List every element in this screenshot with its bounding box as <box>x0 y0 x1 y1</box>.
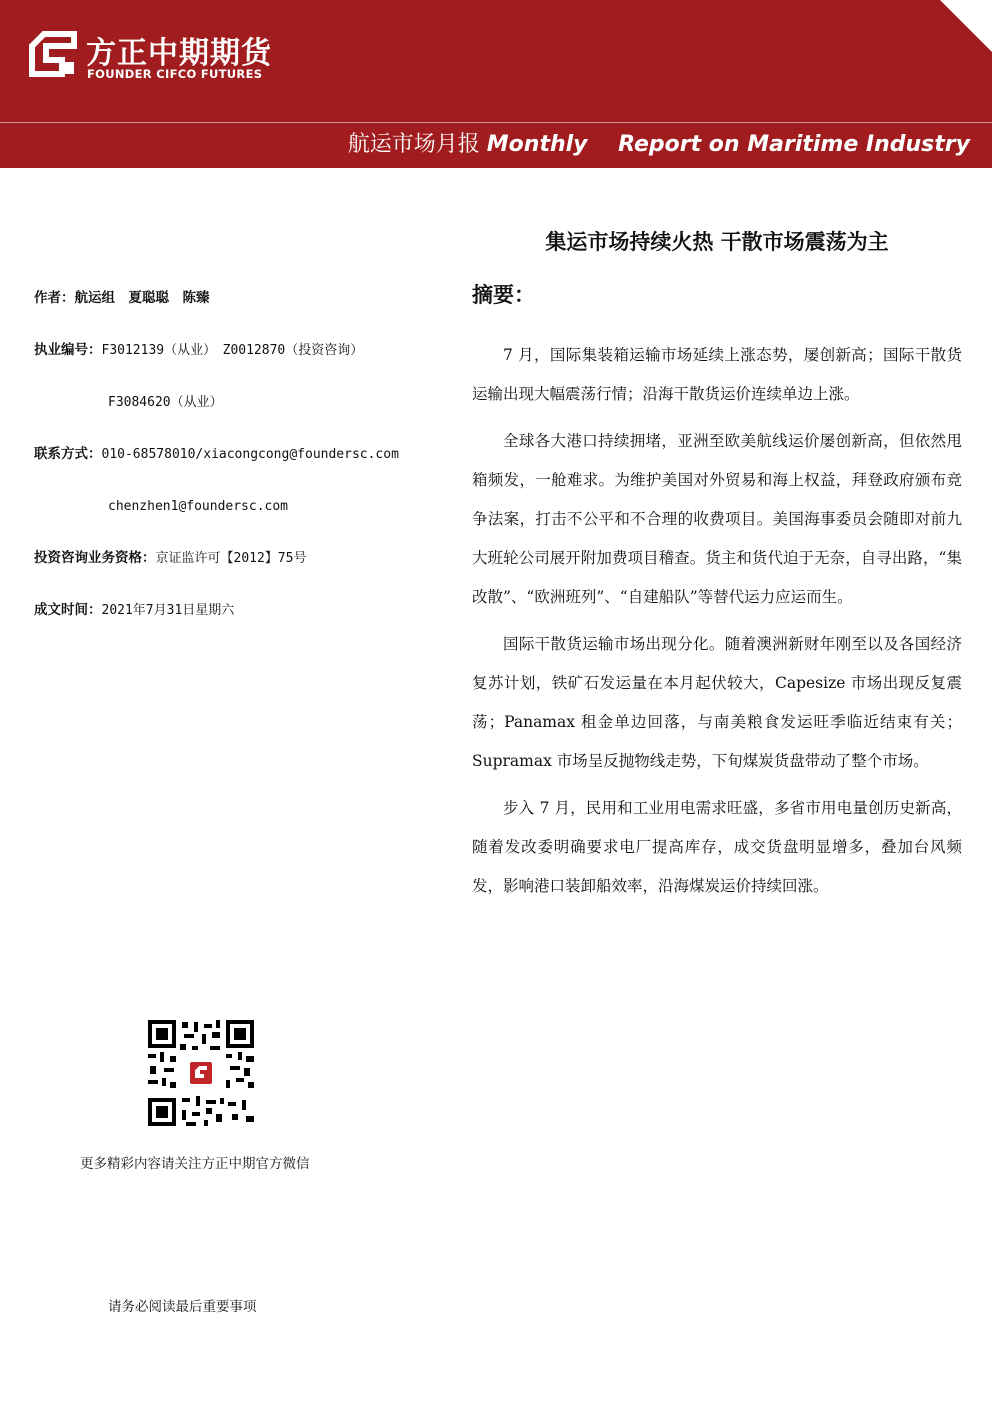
date-value: 2021年7月31日星期六 <box>101 603 235 618</box>
founder-logo-icon <box>28 30 78 80</box>
date-row <box>34 597 454 649</box>
report-title-cn: 航运市场月报 <box>347 132 480 157</box>
wechat-qr-code <box>146 1018 256 1128</box>
abstract-body <box>472 336 962 914</box>
brand-name-en: FOUNDER CIFCO FUTURES <box>87 67 263 81</box>
report-series-title <box>348 127 970 158</box>
qr-caption: 更多精彩内容请关注方正中期官方微信 <box>80 1156 310 1172</box>
qualification-row <box>34 545 454 597</box>
contact-row <box>34 441 454 493</box>
license-row-cont <box>34 389 454 441</box>
header-banner <box>0 0 992 168</box>
header-divider <box>0 122 992 123</box>
contact-label: 联系方式： <box>34 446 102 462</box>
qualification-value: 京证监许可【2012】75号 <box>155 551 307 566</box>
abstract-heading: 摘要： <box>472 282 535 307</box>
author-label: 作者： <box>34 290 75 306</box>
author-row <box>34 285 454 337</box>
license-row <box>34 337 454 389</box>
contact-value-2: chenzhen1@foundersc.com <box>108 499 289 514</box>
report-title-en: Monthly Report on Maritime Industry <box>486 132 970 157</box>
contact-value: 010-68578010/xiacongcong@foundersc.com <box>101 447 399 462</box>
abstract-paragraph: 国际干散货运输市场出现分化。随着澳洲新财年刚至以及各国经济复苏计划，铁矿石发运量在本月起伏较大，Capesize 市场出现反复震荡；Panamax 租金单边回落，与南美粮食发运旺季临近结束有关；Supramax 市场呈反抛物线走势，下旬煤炭货盘带动了整个市场。 <box>472 635 962 770</box>
abstract-paragraph: 7 月，国际集装箱运输市场延续上涨态势，屡创新高；国际干散货运输出现大幅震荡行情；沿海干散货运价连续单边上涨。 <box>472 346 962 403</box>
abstract-paragraph: 全球各大港口持续拥堵，亚洲至欧美航线运价屡创新高，但依然甩箱频发，一舱难求。为维护美国对外贸易和海上权益，拜登政府颁布竞争法案，打击不公平和不合理的收费项目。美国海事委员会随即对前九大班轮公司展开附加费项目稽查。货主和货代迫于无奈，自寻出路，“集改散”、“欧洲班列”、“自建船队”等替代运力应运而生。 <box>472 432 962 606</box>
license-label: 执业编号： <box>34 342 102 358</box>
license-value: F3012139（从业） Z0012870（投资咨询） <box>101 343 364 358</box>
brand-name-cn: 方正中期期货 <box>86 36 272 71</box>
header-corner-cut <box>940 0 992 52</box>
contact-row-cont <box>34 493 454 545</box>
document-title: 集运市场持续火热 干散市场震荡为主 <box>545 229 889 254</box>
author-info <box>34 285 454 649</box>
abstract-paragraph: 步入 7 月，民用和工业用电需求旺盛，多省市用电量创历史新高，随着发改委明确要求电厂提高库存，成交货盘明显增多，叠加台风频发，影响港口装卸船效率，沿海煤炭运价持续回涨。 <box>472 799 962 895</box>
license-value-2: F3084620（从业） <box>108 395 223 410</box>
qualification-label: 投资咨询业务资格： <box>34 550 156 566</box>
date-label: 成文时间： <box>34 602 102 618</box>
disclaimer-note: 请务必阅读最后重要事项 <box>108 1299 257 1315</box>
author-value: 航运组 夏聪聪 陈臻 <box>74 290 210 306</box>
